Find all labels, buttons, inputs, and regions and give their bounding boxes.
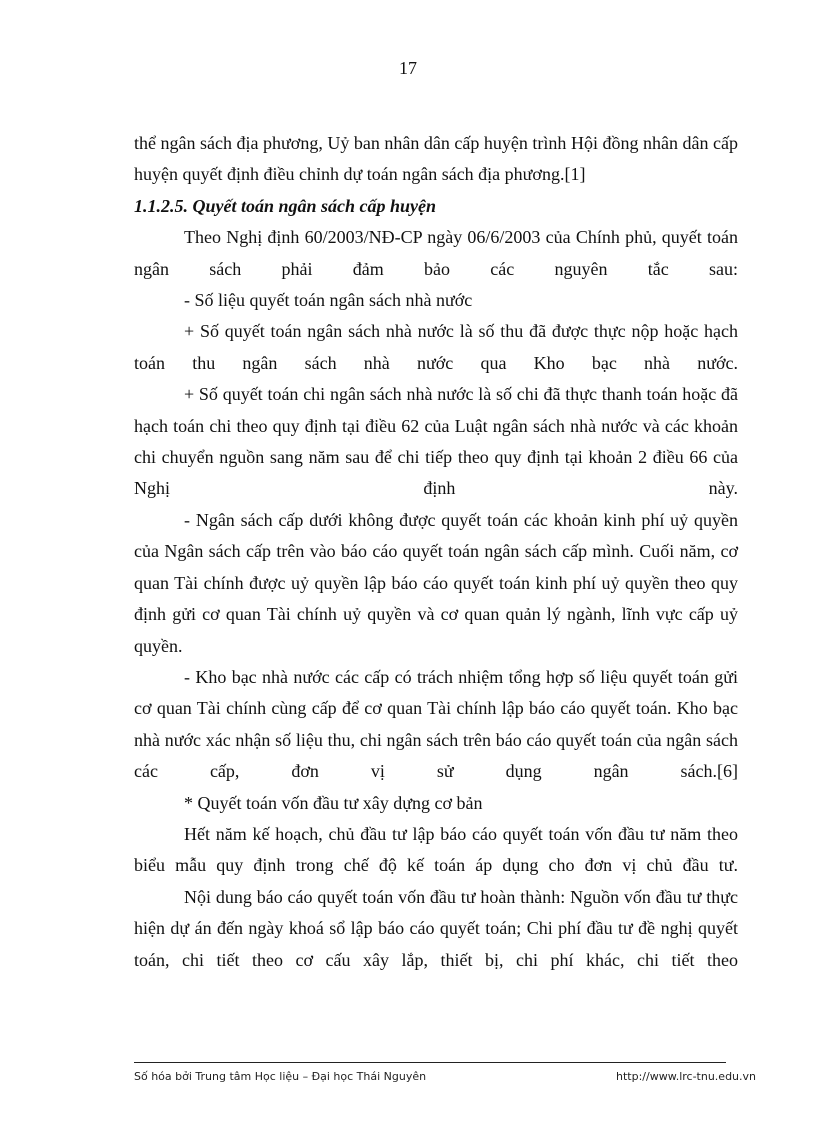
paragraph-delegated-funds: - Ngân sách cấp dưới không được quyết toán các khoản kinh phí uỷ quyền của Ngân sách cấp trên vào báo cáo quyết toán ngân sách cấp mình. Cuối năm, cơ quan Tài chính được uỷ quyền lập báo cáo quyết toán kinh phí uỷ quyền theo quy định gửi cơ quan Tài chính uỷ quyền và cơ quan quản lý ngành, lĩnh vực cấp uỷ quyền.	[134, 509, 738, 656]
paragraph-plan-year: Hết năm kế hoạch, chủ đầu tư lập báo cáo quyết toán vốn đầu tư năm theo biểu mẫu quy định trong chế độ kế toán áp dụng cho đơn vị chủ đầu tư.	[134, 823, 738, 876]
paragraph-treasury: - Kho bạc nhà nước các cấp có trách nhiệm tổng hợp số liệu quyết toán gửi cơ quan Tài chính cùng cấp để cơ quan Tài chính lập báo cáo quyết toán. Kho bạc nhà nước xác nhận số liệu thu, chi ngân sách trên báo cáo quyết toán của ngân sách các cấp, đơn vị sử dụng ngân sách.[6]	[134, 666, 738, 782]
footer-divider	[134, 1062, 726, 1063]
paragraph-item-data: - Số liệu quyết toán ngân sách nhà nước	[184, 290, 473, 311]
paragraph-report-content: Nội dung báo cáo quyết toán vốn đầu tư hoàn thành: Nguồn vốn đầu tư thực hiện dự án đến ngày khoá sổ lập báo cáo quyết toán; Chi phí đầu tư đề nghị quyết toán, chi tiết theo cơ cấu xây lắp, thiết bị, chi phí khác, chi tiết theo	[134, 886, 738, 970]
paragraph-revenue: + Số quyết toán ngân sách nhà nước là số thu đã được thực nộp hoặc hạch toán thu ngân sách nhà nước qua Kho bạc nhà nước.	[134, 321, 738, 373]
footer-url: http://www.lrc-tnu.edu.vn	[616, 1070, 756, 1083]
paragraph-expenditure: + Số quyết toán chi ngân sách nhà nước là số chi đã thực thanh toán hoặc đã hạch toán chi theo quy định tại điều 62 của Luật ngân sách nhà nước và các khoản chi chuyển nguồn sang năm sau để chi tiếp theo quy định tại khoản 2 điều 66 của Nghị định này.	[134, 384, 738, 499]
paragraph-capital-investment: * Quyết toán vốn đầu tư xây dựng cơ bản	[184, 792, 483, 813]
paragraph-continuation: thể ngân sách địa phương, Uỷ ban nhân dân cấp huyện trình Hội đồng nhân dân cấp huyện quyết định điều chỉnh dự toán ngân sách địa phương.[1]	[134, 133, 738, 185]
page-number: 17	[399, 58, 417, 78]
footer-source: Số hóa bởi Trung tâm Học liệu – Đại học Thái Nguyên	[134, 1070, 427, 1083]
document-body	[134, 128, 738, 976]
paragraph-decree: Theo Nghị định 60/2003/NĐ-CP ngày 06/6/2003 của Chính phủ, quyết toán ngân sách phải đảm bảo các nguyên tắc sau:	[134, 227, 738, 279]
section-heading: 1.1.2.5. Quyết toán ngân sách cấp huyện	[134, 195, 437, 216]
